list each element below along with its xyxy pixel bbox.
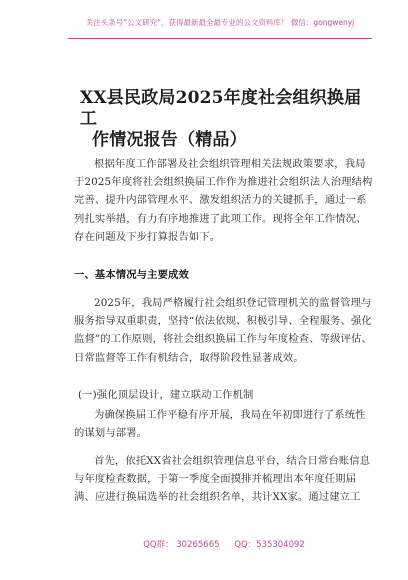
section-heading-1: 一、基本情况与主要成效 — [74, 269, 189, 281]
title-line-2: 作情况报告（精品） — [92, 130, 247, 150]
subsection-1-paragraph: 为确保换届工作平稳有序开展，我局在年初即进行了系统性的谋划与部署。 — [74, 409, 366, 440]
footer-banner — [74, 538, 374, 550]
header-banner: 关注头条号“公文研究”，获得最新最全最专业的公文资料库！ 微信：gongwenyj — [85, 18, 355, 27]
section-1-paragraph: 2025年，我局严格履行社会组织登记管理机关的监督管理与服务指导双重职责，坚持“依法依规、积极引导、全程服务、强化监督”的工作原则，将社会组织换届工作与年度检查、等级评估、日常监督等工作有机结合，取得阶段性显著成效。 — [74, 297, 372, 364]
footer-qq: QQ：535304092 — [234, 540, 305, 550]
title-line-1: XX县民政局2025年度社会组织换届工 — [80, 88, 362, 129]
intro-paragraph: 根据年度工作部署及社会组织管理相关法规政策要求，我局于2025年度将社会组织换届工作作为推进社会组织法人治理结构完善、提升内部管理水平、激发组织活力的关键抓手，通过一系列扎实举措，有力有序地推进了此项工作。现将全年工作情况、存在问题及下步打算报告如下。 — [74, 158, 373, 243]
subsection-heading-1: (一)强化顶层设计，建立联动工作机制 — [78, 389, 254, 401]
subsection-1-paragraph-2: 首先，依托XX省社会组织管理信息平台，结合日常台账信息与年度检查数据，于第一季度全面摸排并梳理出本年度任期届满、应进行换届选举的社会组织名单，共计XX家。通过建立工 — [74, 455, 371, 504]
header-divider — [68, 38, 372, 39]
footer-qq-group: QQ群： 30265665 — [143, 540, 220, 550]
document-title — [74, 88, 374, 151]
